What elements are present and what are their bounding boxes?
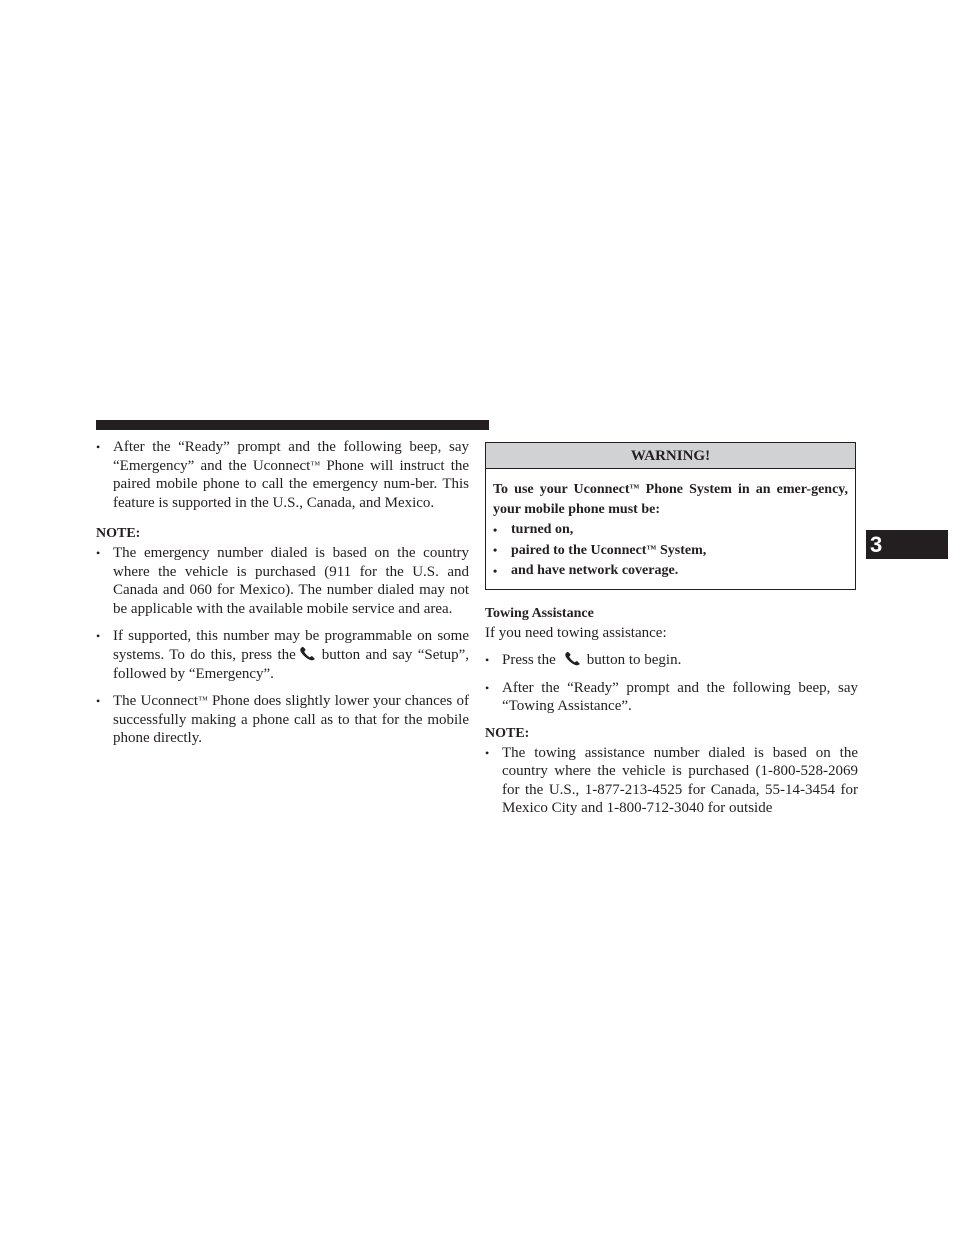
emergency-line5: Mexico.	[384, 494, 435, 511]
towing-intro: If you need towing assistance:	[485, 624, 667, 641]
bullet-dot: •	[485, 680, 490, 695]
note-bullet-chances-a: The Uconnect	[113, 693, 199, 710]
towing-bullet-press	[485, 651, 858, 670]
towing-note-bullet-text: The towing assistance number dialed is based on the country where the vehicle is purchased (1-800-528-2069 for the U.S., 1-877-213-4525 for Canada, 55-14-3454 for Mexico City and 1-800-712-3040 for outside	[502, 744, 858, 817]
warning-item-paired-b: System,	[656, 543, 707, 558]
warning-header: WARNING!	[486, 443, 855, 469]
phone-handset-icon	[299, 646, 319, 661]
bullet-dot: •	[493, 564, 498, 578]
phone-handset-icon	[564, 651, 584, 666]
note-bullet-country-text: The emergency number dialed is based on the country where the vehicle is purchased (911 for the U.S. and Canada and 060 for Mexico). The number dialed may not be applicable with the available mobile service and area.	[113, 544, 469, 617]
warning-intro-a: To use your Uconnect	[493, 482, 630, 497]
bullet-dot: •	[485, 745, 490, 760]
trademark-mark: ™	[310, 459, 321, 471]
towing-heading: Towing Assistance	[485, 606, 594, 621]
note-bullet-programmable	[96, 627, 469, 683]
note-bullet-country	[96, 544, 469, 618]
emergency-line4: ber. This feature is supported in the U.S., Canada, and	[113, 476, 469, 511]
warning-item-coverage	[493, 561, 848, 581]
chapter-tab	[866, 530, 948, 559]
bullet-dot: •	[96, 694, 101, 709]
note-label: NOTE:	[96, 526, 141, 542]
note-bullet-programmable-after: button and say “Setup”, followed by “Emergency”.	[113, 646, 469, 682]
bullet-dot: •	[96, 440, 101, 454]
bullet-dot: •	[96, 629, 101, 644]
bullet-dot: •	[96, 545, 101, 560]
warning-item-paired-a: paired to the Uconnect	[511, 543, 647, 558]
note-bullet-chances-b: Phone does slightly lower your chances of successfully making a phone call as to that for the mobile phone directly.	[113, 693, 469, 747]
warning-intro-b: Phone System in an emer-gency, your mobile phone must be:	[493, 482, 849, 517]
right-column	[485, 442, 858, 818]
warning-body	[486, 469, 855, 589]
emergency-line1: After the “Ready” prompt and the following beep, say	[113, 439, 469, 455]
warning-item-paired	[493, 540, 848, 561]
bullet-dot: •	[485, 653, 490, 668]
warning-intro	[493, 479, 848, 520]
emergency-bullet	[96, 438, 469, 512]
section-top-rule	[96, 420, 489, 430]
warning-item-turned-on	[493, 520, 848, 540]
emergency-line2a: “Emergency” and the Uconnect	[113, 457, 311, 474]
note-bullet-programmable-before: If supported, this number may be programmable on some systems. To do this, press the	[113, 628, 469, 663]
emergency-line3: the paired mobile phone to call the emergency num-	[113, 457, 470, 493]
warning-box	[485, 442, 856, 590]
emergency-line2b: Phone will instruct	[320, 457, 445, 474]
note-bullet-chances	[96, 692, 469, 748]
bullet-dot: •	[493, 523, 498, 537]
bullet-dot: •	[493, 543, 498, 557]
warning-item-turned-on-text: turned on,	[511, 522, 574, 537]
warning-item-coverage-text: and have network coverage.	[511, 563, 679, 578]
towing-bullet-press-after: button to begin.	[586, 652, 682, 669]
towing-note-bullet	[485, 744, 858, 818]
towing-bullet-ready-text: After the “Ready” prompt and the following beep, say “Towing Assistance”.	[502, 679, 858, 715]
trademark-mark: ™	[198, 695, 208, 707]
towing-bullet-ready	[485, 679, 858, 716]
towing-bullet-press-before: Press the	[502, 652, 556, 669]
trademark-mark: ™	[629, 483, 640, 494]
chapter-number: 3	[870, 532, 883, 557]
trademark-mark: ™	[646, 544, 657, 555]
towing-note-label: NOTE:	[485, 725, 530, 741]
left-column	[96, 438, 469, 748]
